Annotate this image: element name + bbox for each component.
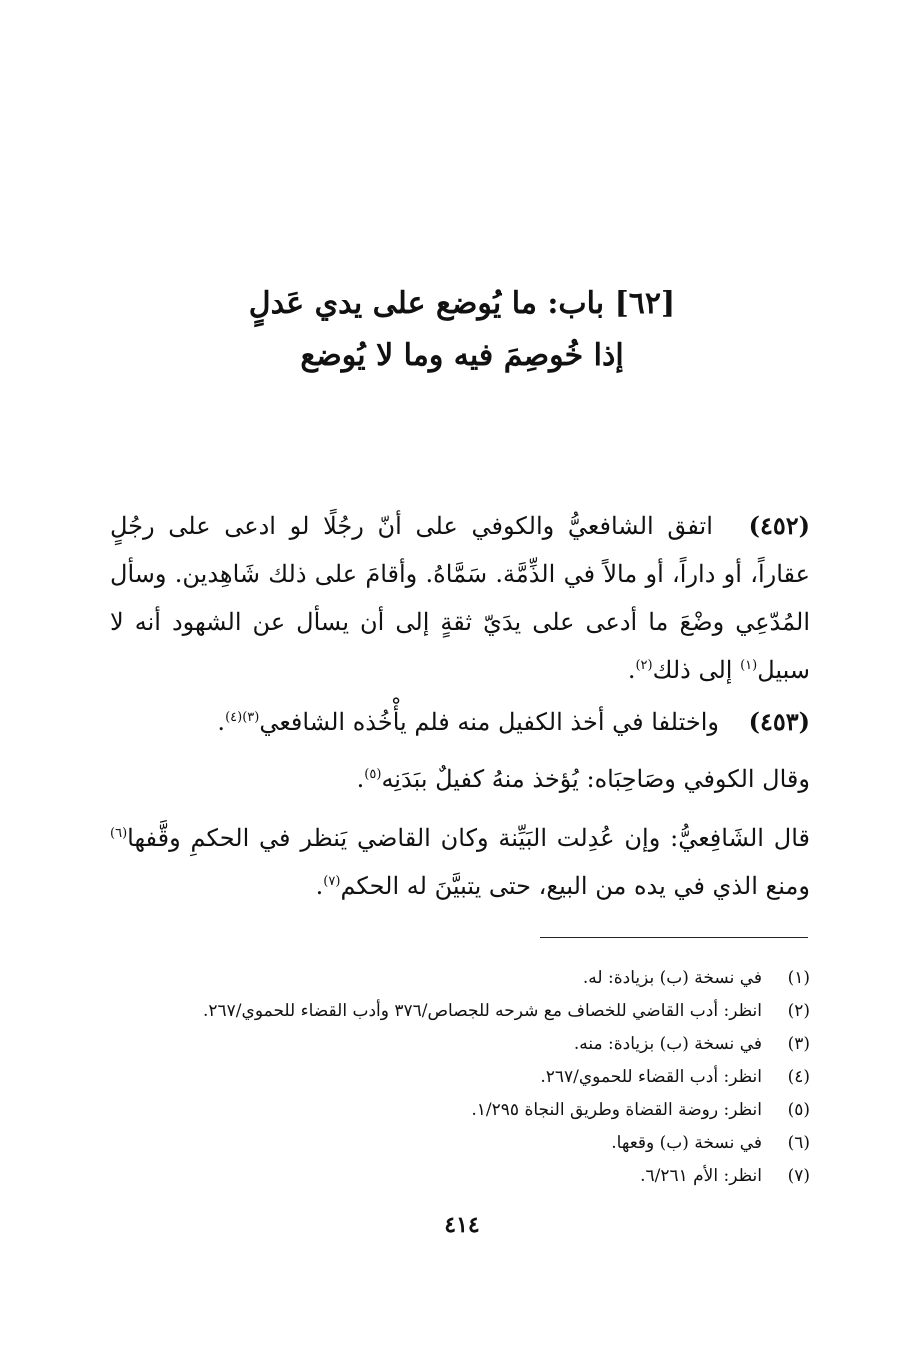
footnote-number: (٥)	[787, 1100, 810, 1120]
footnote-4	[110, 1061, 810, 1094]
paragraph-kufi-end: .	[356, 765, 365, 793]
paragraph-shafii-text: قال الشَافِعيُّ: وإن عُدِلت البَيِّنة وكان القاضي يَنظر في الحكمِ وقَّفها	[127, 824, 810, 852]
footnote-6	[110, 1127, 810, 1160]
footnote-ref-3-4: (٣)(٤)	[225, 710, 260, 725]
footnote-ref-5: (٥)	[364, 767, 382, 782]
footnote-divider	[540, 937, 808, 938]
footnote-ref-6: (٦)	[110, 826, 128, 841]
paragraph-shafii-text-2: ومنع الذي في يده من البيع، حتى يتبيَّنَ له الحكم	[340, 872, 810, 900]
footnote-number: (٢)	[787, 1001, 810, 1021]
footnotes-list	[110, 962, 810, 1193]
paragraph-number-452: (٤٥٢)	[748, 511, 810, 540]
footnote-number: (٤)	[787, 1067, 810, 1087]
footnote-ref-2: (٢)	[635, 658, 653, 673]
paragraph-shafii	[110, 814, 810, 910]
paragraph-shafii-end: .	[315, 872, 324, 900]
footnote-1	[110, 962, 810, 995]
footnote-number: (٣)	[787, 1034, 810, 1054]
footnote-text: في نسخة (ب) بزيادة: له.	[582, 968, 762, 988]
paragraph-kufi	[110, 755, 810, 803]
footnote-text: في نسخة (ب) بزيادة: منه.	[573, 1034, 762, 1054]
paragraph-453	[110, 698, 810, 746]
paragraph-452-text: اتفق الشافعيُّ والكوفي على أنّ رجُلًا لو ادعى على رجُلٍ عقاراً، أو داراً، أو مالاً في الذِّمَّة. سَمَّاهُ. وأقامَ على ذلك شَاهِدين. وسأل المُدّعِي وضْعَ ما أدعى على يدَيّ ثقةٍ إلى أن يسأل عن الشهود أنه لا سبيل	[110, 512, 810, 684]
footnote-text: انظر: روضة القضاة وطريق النجاة ١/٢٩٥.	[471, 1100, 762, 1120]
chapter-heading-line-2: إذا خُوصِمَ فيه وما لا يُوضع	[300, 338, 624, 373]
page-number: ٤١٤	[444, 1212, 480, 1238]
paragraph-452-end: .	[627, 656, 636, 684]
footnote-ref-1: (١)	[740, 658, 758, 673]
paragraph-number-453: (٤٥٣)	[748, 707, 810, 736]
paragraph-kufi-text: وقال الكوفي وصَاحِبَاه: يُؤخذ منهُ كفيلٌ ببَدَنِه	[381, 765, 810, 793]
footnote-number: (١)	[787, 968, 810, 988]
footnote-text: انظر: أدب القضاء للحموي/٢٦٧.	[540, 1067, 762, 1087]
footnote-5	[110, 1094, 810, 1127]
paragraph-452-text-2: إلى ذلك	[652, 656, 733, 684]
footnote-text: انظر: الأم ٦/٢٦١.	[640, 1166, 762, 1186]
footnote-ref-7: (٧)	[323, 874, 341, 889]
footnote-text: في نسخة (ب) وقعها.	[611, 1133, 762, 1153]
chapter-heading-line-1: [٦٢] باب: ما يُوضع على يدي عَدلٍ	[248, 286, 676, 321]
footnote-text: انظر: أدب القاضي للخصاف مع شرحه للجصاص/٣٧٦ وأدب القضاء للحموي/٢٦٧.	[202, 1001, 762, 1021]
paragraph-452	[110, 502, 810, 694]
footnote-number: (٦)	[787, 1133, 810, 1153]
footnote-7	[110, 1160, 810, 1193]
footnote-number: (٧)	[787, 1166, 810, 1186]
chapter-heading	[120, 278, 804, 382]
paragraph-453-text: واختلفا في أخذ الكفيل منه فلم يأْخُذه الشافعي	[259, 708, 719, 736]
footnote-3	[110, 1028, 810, 1061]
paragraph-453-end: .	[217, 708, 226, 736]
footnote-2	[110, 995, 810, 1028]
